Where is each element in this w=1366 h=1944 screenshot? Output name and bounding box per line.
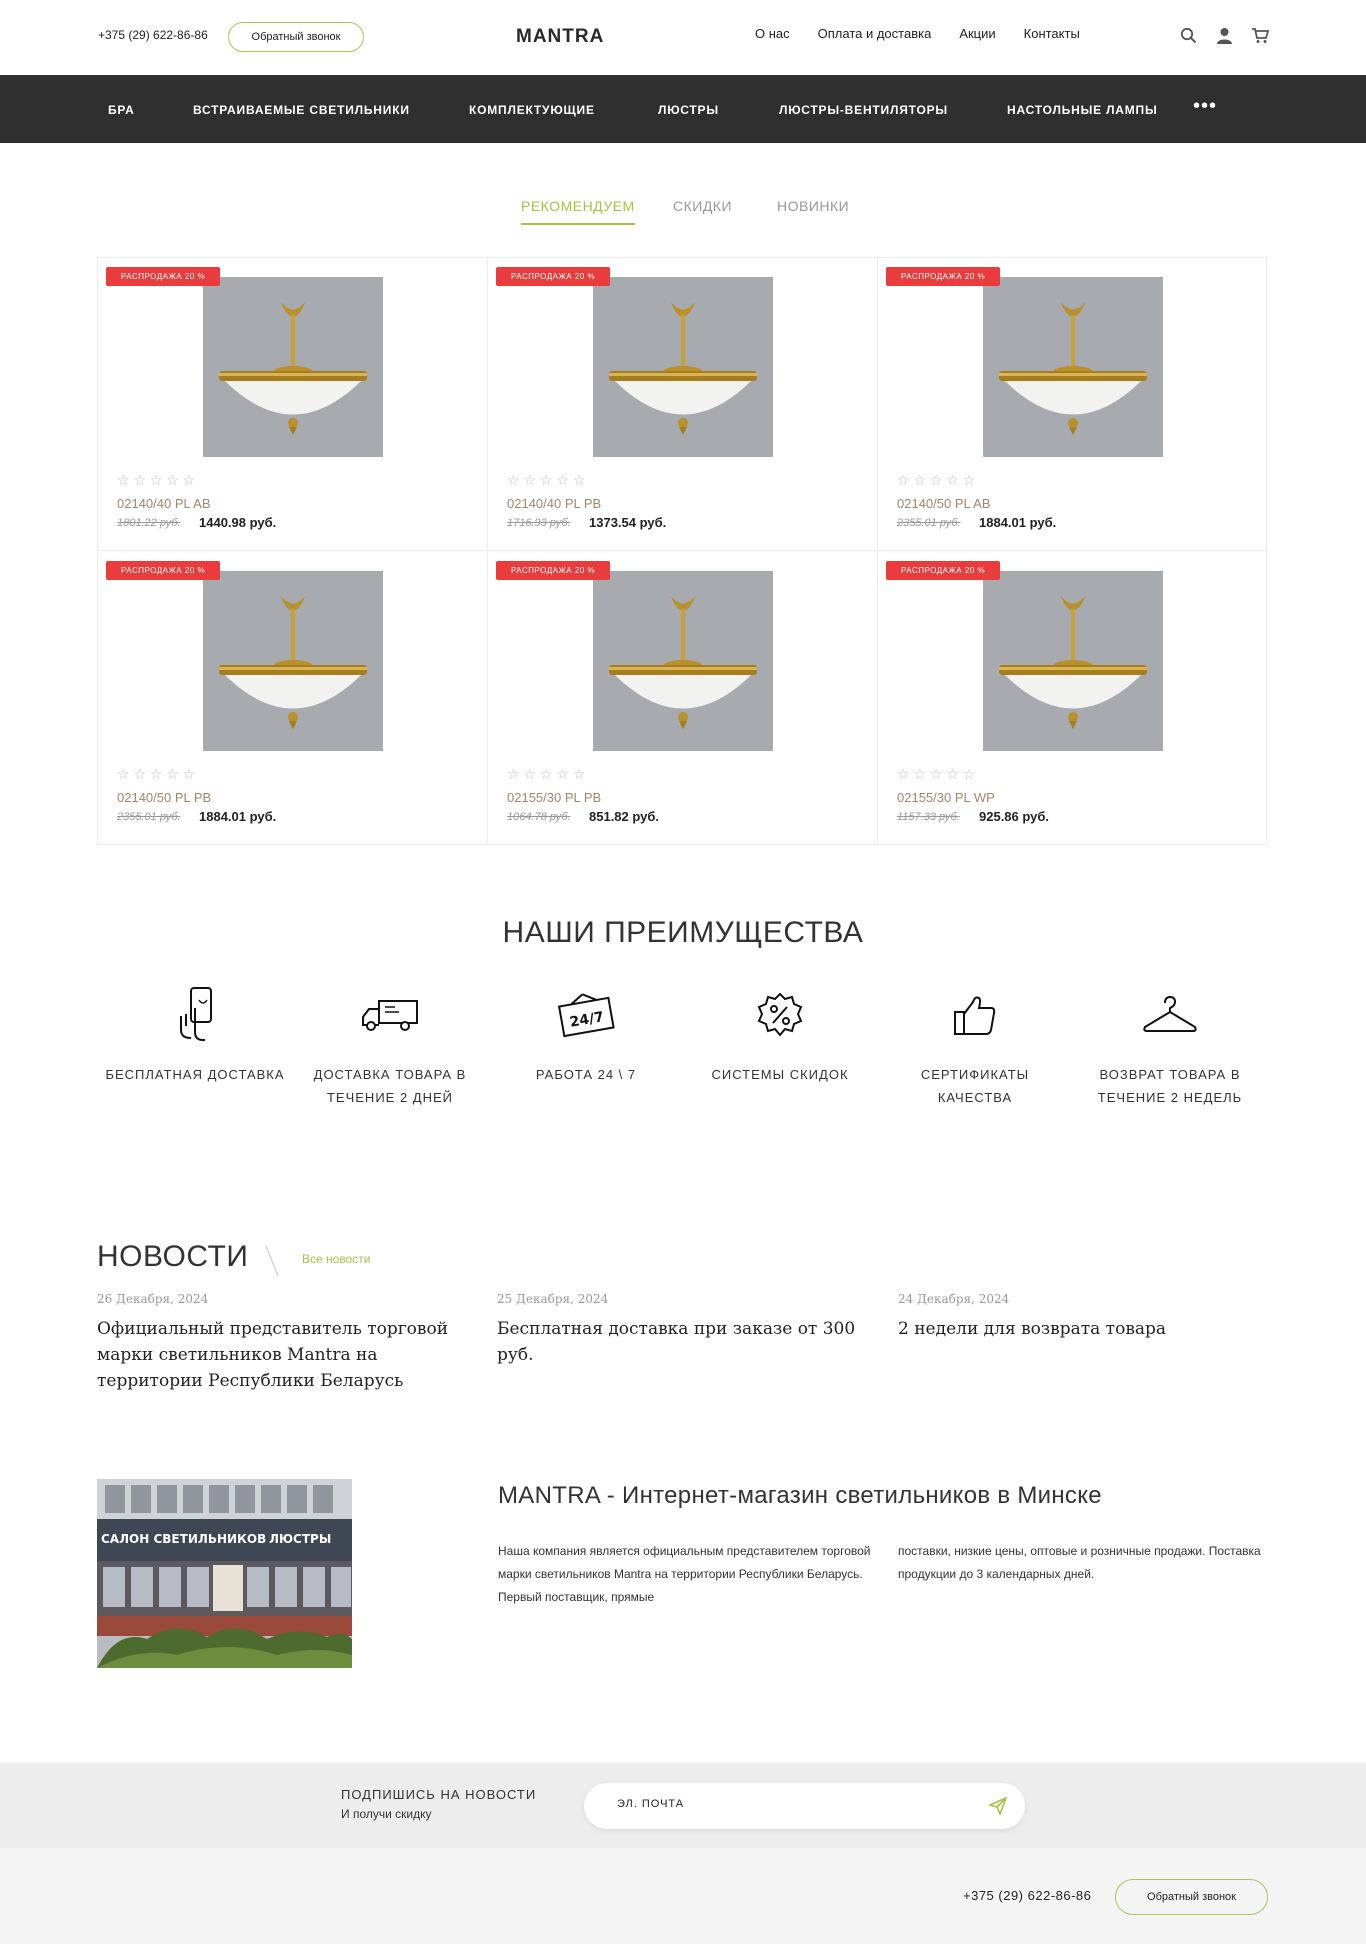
subscribe-section: [0, 1763, 1366, 1848]
product-image[interactable]: [983, 571, 1163, 751]
news-headline[interactable]: 2 недели для возврата товара: [898, 1319, 1167, 1339]
sale-badge: РАСПРОДАЖА 20 %: [886, 267, 1000, 286]
news-item: [497, 1292, 867, 1368]
advantage-label: ВОЗВРАТ ТОВАРА В ТЕЧЕНИЕ 2 НЕДЕЛЬ: [1097, 1067, 1243, 1105]
product-card[interactable]: [878, 258, 1268, 551]
category-chandeliers[interactable]: ЛЮСТРЫ: [658, 103, 719, 117]
news-title: НОВОСТИ: [97, 1240, 249, 1273]
old-price: 2355.01 руб.: [117, 811, 181, 823]
old-price: 2355.01 руб.: [897, 517, 961, 529]
all-news-link[interactable]: Все новости: [302, 1252, 371, 1266]
svg-text:24/7: 24/7: [568, 1009, 606, 1031]
category-bra[interactable]: БРА: [108, 103, 135, 117]
store-photo: [97, 1479, 352, 1668]
advantage-label: БЕСПЛАТНАЯ ДОСТАВКА: [105, 1067, 285, 1082]
hanger-icon: [1080, 985, 1260, 1045]
nav-payment-delivery[interactable]: Оплата и доставка: [817, 26, 932, 41]
advantage-certificates: [885, 985, 1065, 1109]
news-headline[interactable]: Бесплатная доставка при заказе от 300 руб.: [497, 1319, 856, 1365]
news-headline[interactable]: Официальный представитель торговой марки светильников Mantra на территории Республики Беларусь: [97, 1319, 449, 1391]
tab-discounts[interactable]: СКИДКИ: [673, 198, 733, 214]
send-icon[interactable]: [989, 1797, 1007, 1815]
news-date: 25 Декабря, 2024: [497, 1292, 609, 1306]
news-item: [97, 1292, 467, 1394]
advantages-title: НАШИ ПРЕИМУЩЕСТВА: [502, 916, 864, 949]
rating-stars[interactable]: ☆ ☆ ☆ ☆ ☆: [117, 472, 196, 488]
nav-contacts[interactable]: Контакты: [1023, 26, 1080, 41]
footer: [0, 1848, 1366, 1944]
product-image[interactable]: [593, 277, 773, 457]
product-name[interactable]: 02140/40 PL PB: [507, 496, 602, 511]
sale-badge: РАСПРОДАЖА 20 %: [496, 561, 610, 580]
nav-promotions[interactable]: Акции: [959, 26, 996, 41]
callback-button[interactable]: Обратный звонок: [228, 22, 364, 52]
category-built-in[interactable]: ВСТРАИВАЕМЫЕ СВЕТИЛЬНИКИ: [193, 103, 410, 117]
category-table-lamps[interactable]: НАСТОЛЬНЫЕ ЛАМПЫ: [1007, 103, 1158, 117]
product-image[interactable]: [203, 571, 383, 751]
category-components[interactable]: КОМПЛЕКТУЮЩИЕ: [469, 103, 595, 117]
product-tabs: [0, 198, 1366, 228]
current-price: 925.86 руб.: [979, 809, 1050, 824]
user-icon[interactable]: [1214, 25, 1234, 45]
product-image[interactable]: [983, 277, 1163, 457]
header-icons: [1178, 25, 1270, 45]
product-image[interactable]: [593, 571, 773, 751]
old-price: 1716.93 руб.: [507, 517, 571, 529]
current-price: 851.82 руб.: [589, 809, 660, 824]
advantage-label: СЕРТИФИКАТЫ КАЧЕСТВА: [920, 1067, 1030, 1105]
footer-phone[interactable]: +375 (29) 622-86-86: [963, 1888, 1092, 1903]
tab-new[interactable]: НОВИНКИ: [777, 198, 850, 214]
about-text-col1: Наша компания является официальным представителем торговой марки светильников Mantra на территории Республики Беларусь. Первый поставщик, прямые: [498, 1544, 871, 1604]
rating-stars[interactable]: ☆ ☆ ☆ ☆ ☆: [897, 472, 976, 488]
email-input[interactable]: [584, 1783, 1025, 1829]
store-sign: САЛОН СВЕТИЛЬНИКОВ: [101, 1532, 267, 1546]
product-card[interactable]: [98, 258, 488, 551]
advantage-label: РАБОТА 24 \ 7: [535, 1067, 637, 1082]
thumbs-up-icon: [885, 985, 1065, 1045]
sale-badge: РАСПРОДАЖА 20 %: [106, 267, 220, 286]
rating-stars[interactable]: ☆ ☆ ☆ ☆ ☆: [897, 766, 976, 782]
advantage-discounts: [690, 985, 870, 1086]
nav-about[interactable]: О нас: [755, 26, 790, 41]
footer-callback-button[interactable]: Обратный звонок: [1115, 1879, 1268, 1915]
old-price: 1801.22 руб.: [117, 517, 181, 529]
sale-badge: РАСПРОДАЖА 20 %: [106, 561, 220, 580]
about-text-col2: поставки, низкие цены, оптовые и розничные продажи. Поставка продукции до 3 календарных дней.: [898, 1544, 1261, 1581]
header-phone[interactable]: +375 (29) 622-86-86: [98, 28, 208, 42]
top-nav: [755, 26, 1080, 41]
sale-badge: РАСПРОДАЖА 20 %: [886, 561, 1000, 580]
advantage-24-7: [496, 985, 676, 1086]
logo[interactable]: MANTRA: [516, 26, 605, 47]
store-sign-2: ЛЮСТРЫ: [269, 1532, 332, 1546]
product-card[interactable]: [488, 258, 878, 551]
product-name[interactable]: 02155/30 PL WP: [897, 790, 995, 805]
tab-recommended[interactable]: РЕКОМЕНДУЕМ: [521, 198, 635, 214]
about-title: MANTRA - Интернет-магазин светильников в Минске: [498, 1482, 1102, 1509]
header: [0, 0, 1366, 75]
more-categories-icon[interactable]: •••: [1193, 95, 1218, 117]
category-fan-chandeliers[interactable]: ЛЮСТРЫ-ВЕНТИЛЯТОРЫ: [779, 103, 948, 117]
sale-badge: РАСПРОДАЖА 20 %: [496, 267, 610, 286]
advantage-fast-delivery: [300, 985, 480, 1109]
rating-stars[interactable]: ☆ ☆ ☆ ☆ ☆: [117, 766, 196, 782]
hand-phone-icon: [105, 985, 285, 1045]
product-card[interactable]: [488, 552, 878, 845]
rating-stars[interactable]: ☆ ☆ ☆ ☆ ☆: [507, 472, 586, 488]
product-name[interactable]: 02140/40 PL AB: [117, 496, 211, 511]
advantage-label: ДОСТАВКА ТОВАРА В ТЕЧЕНИЕ 2 ДНЕЙ: [313, 1067, 467, 1105]
product-name[interactable]: 02155/30 PL PB: [507, 790, 602, 805]
advantage-label: СИСТЕМЫ СКИДОК: [711, 1067, 849, 1082]
product-name[interactable]: 02140/50 PL PB: [117, 790, 212, 805]
product-name[interactable]: 02140/50 PL AB: [897, 496, 991, 511]
news-date: 26 Декабря, 2024: [97, 1292, 209, 1306]
product-grid: [97, 257, 1267, 845]
cart-icon[interactable]: [1250, 25, 1270, 45]
advantage-returns: [1080, 985, 1260, 1109]
news-date: 24 Декабря, 2024: [898, 1292, 1010, 1306]
product-card[interactable]: [878, 552, 1268, 845]
24-7-sign-icon: [496, 985, 676, 1045]
category-bar: [0, 75, 1366, 143]
current-price: 1884.01 руб.: [199, 809, 277, 824]
current-price: 1884.01 руб.: [979, 515, 1057, 530]
current-price: 1373.54 руб.: [589, 515, 667, 530]
subscribe-title: ПОДПИШИСЬ НА НОВОСТИ: [341, 1787, 537, 1802]
advantage-free-delivery: [105, 985, 285, 1086]
current-price: 1440.98 руб.: [199, 515, 277, 530]
truck-icon: [300, 985, 480, 1045]
old-price: 1064.78 руб.: [507, 811, 571, 823]
discount-badge-icon: [690, 985, 870, 1045]
rating-stars[interactable]: ☆ ☆ ☆ ☆ ☆: [507, 766, 586, 782]
email-placeholder: ЭЛ. ПОЧТА: [617, 1798, 685, 1810]
divider-slash: [262, 1244, 282, 1278]
product-image[interactable]: [203, 277, 383, 457]
news-item: [898, 1292, 1268, 1342]
product-card[interactable]: [98, 552, 488, 845]
subscribe-subtitle: И получи скидку: [341, 1807, 432, 1821]
old-price: 1157.33 руб.: [897, 811, 960, 823]
search-icon[interactable]: [1178, 25, 1198, 45]
